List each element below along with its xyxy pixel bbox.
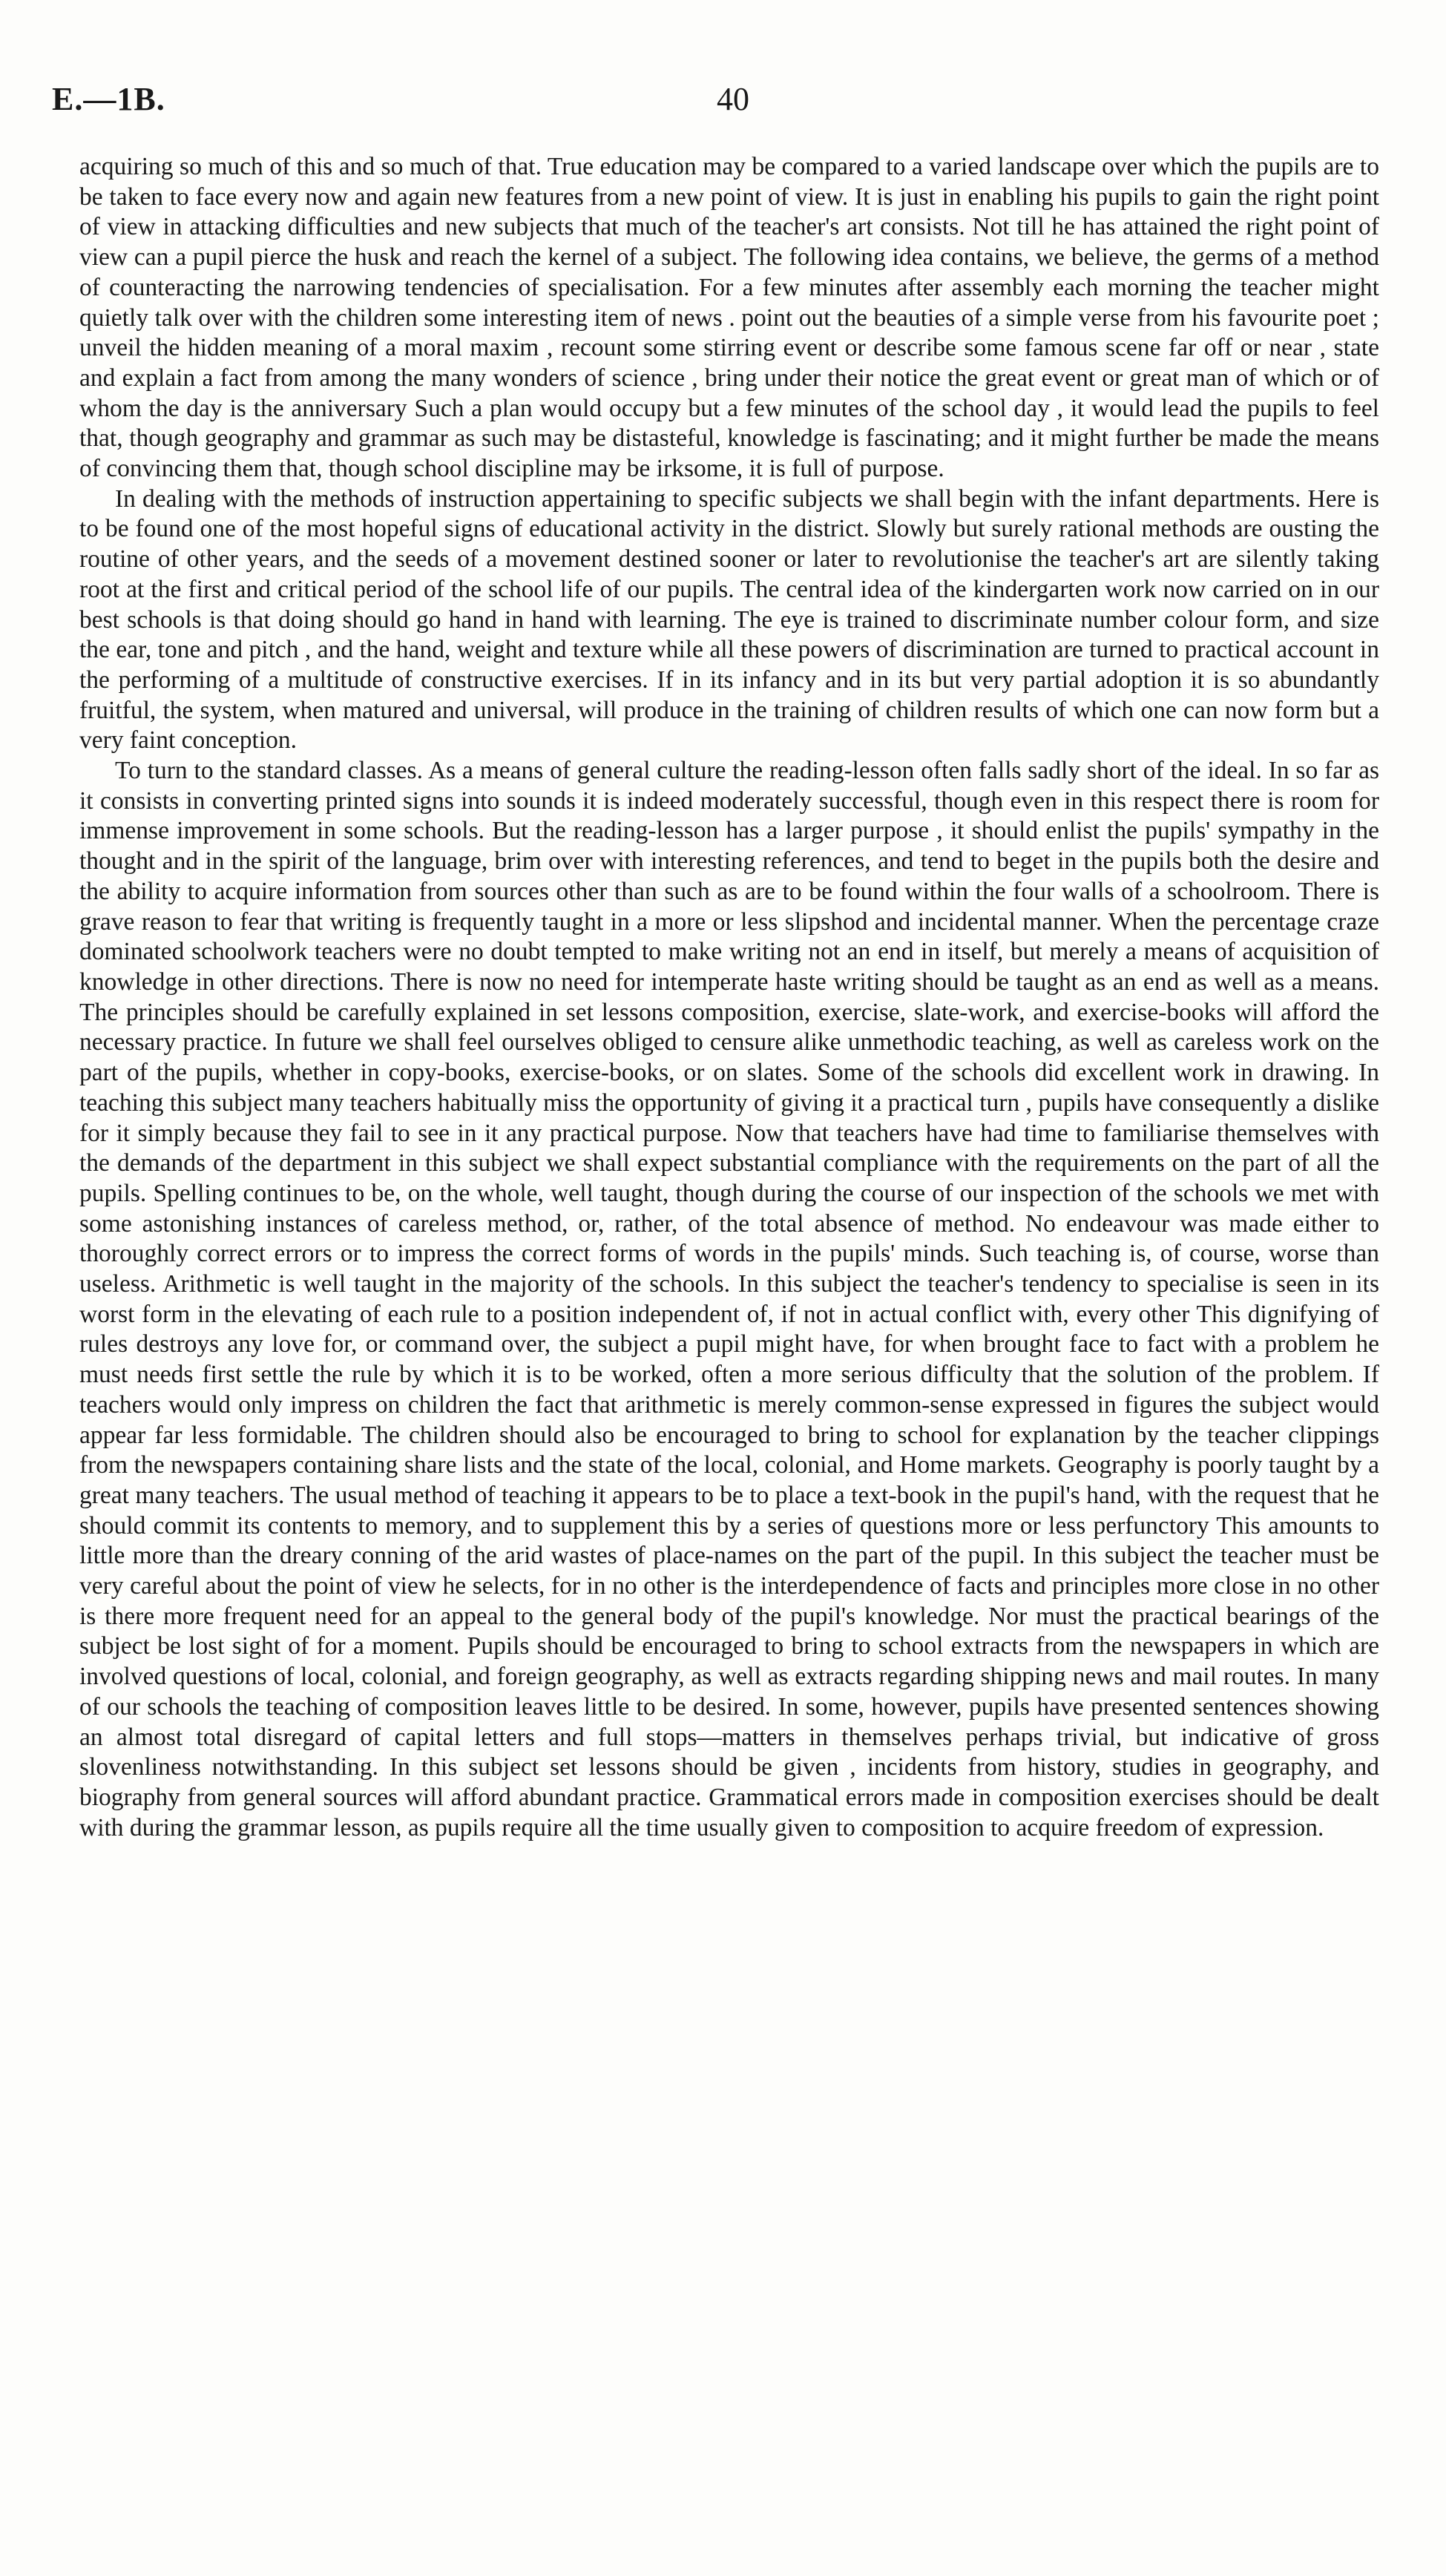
paragraph-infant-departments: In dealing with the methods of instruction appertaining to specific subjects we shall begin with the infant departments. Here is to be found one of the most hopeful signs of educational activity in the district. Slowly but surely rational methods are ousting the routine of other years, and the seeds of a movement destined sooner or later to revolutionise the teacher's art are silently taking root at the first and critical period of the school life of our pupils. The central idea of the kindergarten work now carried on in our best schools is that doing should go hand in hand with learning. The eye is trained to discriminate number colour form, and size the ear, tone and pitch , and the hand, weight and texture while all these powers of discrimination are turned to practical account in the performing of a multitude of constructive exercises. If in its infancy and in its but very partial adoption it is so abundantly fruitful, the system, when matured and universal, will produce in the training of children results of which one can now form but a very faint conception. (79, 484, 1379, 755)
body-text (79, 152, 1379, 1843)
page-header (0, 80, 1446, 132)
paragraph-standard-classes: To turn to the standard classes. As a means of general culture the reading-lesson often falls sadly short of the ideal. In so far as it consists in converting printed signs into sounds it is indeed moderately successful, though even in this respect there is room for immense improvement in some schools. But the reading-lesson has a larger purpose , it should enlist the pupils' sympathy in the thought and in the spirit of the language, brim over with interesting references, and tend to beget in the pupils both the desire and the ability to acquire information from sources other than such as are to be found within the four walls of a schoolroom. There is grave reason to fear that writing is frequently taught in a more or less slipshod and incidental manner. When the percentage craze dominated schoolwork teachers were no doubt tempted to make writing not an end in itself, but merely a means of acquisition of knowledge in other directions. There is now no need for intemperate haste writing should be taught as an end as well as a means. The principles should be carefully explained in set lessons composition, exercise, slate-work, and exercise-books will afford the necessary practice. In future we shall feel ourselves obliged to censure alike unmethodic teaching, as well as careless work on the part of the pupils, whether in copy-books, exercise-books, or on slates. Some of the schools did excellent work in drawing. In teaching this subject many teachers habitually miss the opportunity of giving it a practical turn , pupils have consequently a dislike for it simply because they fail to see in it any practical purpose. Now that teachers have had time to familiarise themselves with the demands of the department in this subject we shall expect substantial compliance with the requirements on the part of all the pupils. Spelling continues to be, on the whole, well taught, though during the course of our inspection of the schools we met with some astonishing instances of careless method, or, rather, of the total absence of method. No endeavour was made either to thoroughly correct errors or to impress the correct forms of words in the pupils' minds. Such teaching is, of course, worse than useless. Arithmetic is well taught in the majority of the schools. In this subject the teacher's tendency to specialise is seen in its worst form in the elevating of each rule to a position independent of, if not in actual conflict with, every other This dignifying of rules destroys any love for, or command over, the subject a pupil might have, for when brought face to fact with a problem he must needs first settle the rule by which it is to be worked, often a more serious difficulty that the solution of the problem. If teachers would only impress on children the fact that arithmetic is merely common-sense expressed in figures the subject would appear far less formidable. The children should also be encouraged to bring to school for explanation by the teacher clippings from the newspapers containing share lists and the state of the local, colonial, and Home markets. Geography is poorly taught by a great many teachers. The usual method of teaching it appears to be to place a text-book in the pupil's hand, with the request that he should commit its contents to memory, and to supplement this by a series of questions more or less perfunctory This amounts to little more than the dreary conning of the arid wastes of place-names on the part of the pupil. In this subject the teacher must be very careful about the point of view he selects, for in no other is the interdependence of facts and principles more close in no other is there more frequent need for an appeal to the general body of the pupil's knowledge. Nor must the practical bearings of the subject be lost sight of for a moment. Pupils should be encouraged to bring to school extracts from the newspapers in which are involved questions of local, colonial, and foreign geography, as well as extracts regarding shipping news and mail routes. In many of our schools the teaching of composition leaves little to be desired. In some, however, pupils have presented sentences showing an almost total disregard of capital letters and full stops—matters in themselves perhaps trivial, but indicative of gross slovenliness notwithstanding. In this subject set lessons should be given , incidents from history, studies in geography, and biography from general sources will afford abundant practice. Grammatical errors made in composition exercises should be dealt with during the grammar lesson, as pupils require all the time usually given to composition to acquire freedom of expression. (79, 757, 1379, 1841)
page-number: 40 (717, 81, 749, 117)
document-reference: E.—1B. (52, 81, 165, 117)
paragraph-continuation: acquiring so much of this and so much of that. True education may be compared to a varied landscape over which the pupils are to be taken to face every now and again new features from a new point of view. It is just in enabling his pupils to gain the right point of view in attacking difficulties and new subjects that much of the teacher's art consists. Not till he has attained the right point of view can a pupil pierce the husk and reach the kernel of a subject. The following idea contains, we believe, the germs of a method of counteracting the narrowing tendencies of specialisation. For a few minutes after assembly each morning the teacher might quietly talk over with the children some interesting item of news . point out the beauties of a simple verse from his favourite poet ; unveil the hidden meaning of a moral maxim , recount some stirring event or describe some famous scene far off or near , state and explain a fact from among the many wonders of science , bring under their notice the great event or great man of which or of whom the day is the anniversary Such a plan would occupy but a few minutes of the school day , it would lead the pupils to feel that, though geography and grammar as such may be distasteful, knowledge is fascinating; and it might further be made the means of convincing them that, though school discipline may be irksome, it is full of purpose. (79, 153, 1379, 483)
